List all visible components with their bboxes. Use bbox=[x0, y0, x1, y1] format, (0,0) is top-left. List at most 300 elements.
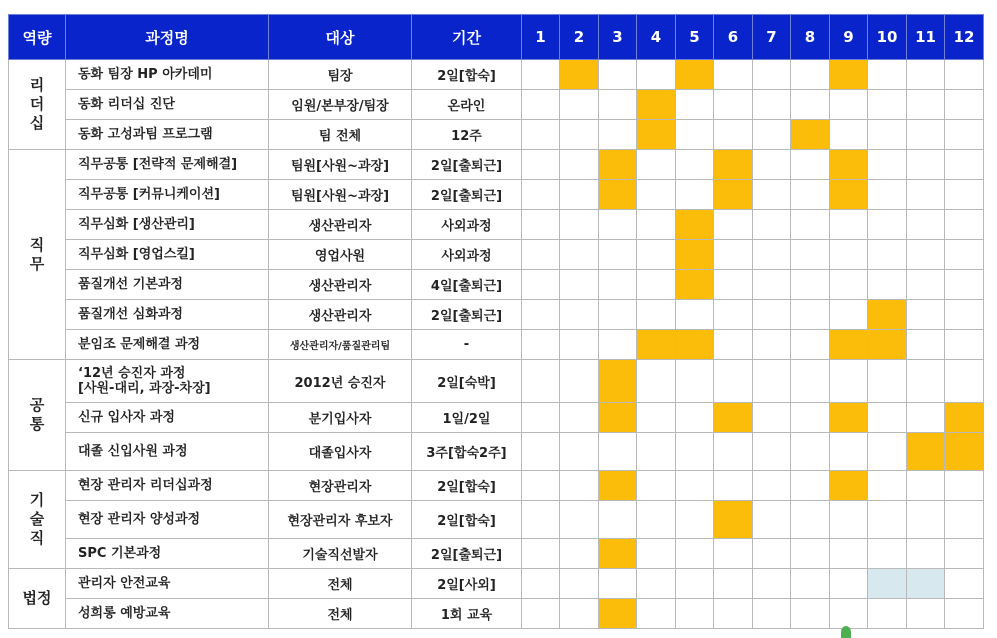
month-cell-12 bbox=[945, 569, 984, 599]
month-cell-11 bbox=[907, 270, 945, 300]
month-cell-9 bbox=[830, 360, 868, 403]
month-cell-12 bbox=[945, 270, 984, 300]
month-cell-2 bbox=[560, 210, 599, 240]
table-row bbox=[9, 120, 984, 150]
competency-char: 무 bbox=[29, 254, 45, 273]
header-month-11: 11 bbox=[907, 15, 945, 60]
month-cell-5 bbox=[676, 210, 714, 240]
month-cell-10 bbox=[868, 501, 907, 539]
month-cell-6 bbox=[714, 433, 753, 471]
competency-cell bbox=[9, 569, 66, 629]
course-name-cell bbox=[66, 403, 269, 433]
month-cell-2 bbox=[560, 501, 599, 539]
month-cell-4 bbox=[637, 210, 676, 240]
month-cell-8 bbox=[791, 210, 830, 240]
month-cell-2 bbox=[560, 330, 599, 360]
course-name-line: 성희롱 예방교육 bbox=[78, 606, 171, 621]
month-cell-3 bbox=[599, 60, 637, 90]
table-row bbox=[9, 270, 984, 300]
course-name-cell bbox=[66, 270, 269, 300]
period-cell: 2일[합숙] bbox=[412, 60, 522, 90]
month-cell-1 bbox=[522, 433, 560, 471]
month-cell-3 bbox=[599, 403, 637, 433]
course-name-line: 동화 팀장 HP 아카데미 bbox=[78, 67, 213, 82]
course-name-cell bbox=[66, 599, 269, 629]
month-cell-11 bbox=[907, 403, 945, 433]
period-cell: 12주 bbox=[412, 120, 522, 150]
month-cell-4 bbox=[637, 433, 676, 471]
month-cell-6 bbox=[714, 90, 753, 120]
month-cell-4 bbox=[637, 240, 676, 270]
month-cell-8 bbox=[791, 270, 830, 300]
month-cell-9 bbox=[830, 150, 868, 180]
course-name-cell bbox=[66, 330, 269, 360]
month-cell-9 bbox=[830, 90, 868, 120]
month-cell-5 bbox=[676, 180, 714, 210]
month-cell-12 bbox=[945, 300, 984, 330]
month-cell-11 bbox=[907, 90, 945, 120]
month-cell-12 bbox=[945, 330, 984, 360]
competency-char: 직 bbox=[29, 529, 45, 547]
month-cell-9 bbox=[830, 60, 868, 90]
course-name-cell bbox=[66, 471, 269, 501]
header-month-9: 9 bbox=[830, 15, 868, 60]
course-name-cell bbox=[66, 150, 269, 180]
header-month-3: 3 bbox=[599, 15, 637, 60]
month-cell-10 bbox=[868, 180, 907, 210]
competency-char: 술 bbox=[29, 510, 45, 528]
month-cell-2 bbox=[560, 471, 599, 501]
course-name-cell bbox=[66, 90, 269, 120]
competency-cell bbox=[9, 150, 66, 360]
course-name-line: 대졸 신입사원 과정 bbox=[78, 444, 188, 459]
month-cell-10 bbox=[868, 300, 907, 330]
month-cell-2 bbox=[560, 539, 599, 569]
month-cell-2 bbox=[560, 569, 599, 599]
target-cell: 생산관리자/품질관리팀 bbox=[269, 330, 412, 360]
month-cell-5 bbox=[676, 360, 714, 403]
month-cell-1 bbox=[522, 360, 560, 403]
target-cell: 생산관리자 bbox=[269, 210, 412, 240]
period-cell: 4일[출퇴근] bbox=[412, 270, 522, 300]
month-cell-1 bbox=[522, 539, 560, 569]
month-cell-4 bbox=[637, 300, 676, 330]
month-cell-6 bbox=[714, 330, 753, 360]
period-cell: - bbox=[412, 330, 522, 360]
header-month-2: 2 bbox=[560, 15, 599, 60]
month-cell-12 bbox=[945, 599, 984, 629]
target-cell: 팀원[사원~과장] bbox=[269, 180, 412, 210]
course-name-line: 분임조 문제해결 과정 bbox=[78, 337, 201, 352]
table-row bbox=[9, 501, 984, 539]
target-cell: 전체 bbox=[269, 599, 412, 629]
month-cell-9 bbox=[830, 539, 868, 569]
month-cell-8 bbox=[791, 150, 830, 180]
course-name-line: 품질개선 기본과정 bbox=[78, 277, 183, 292]
month-cell-1 bbox=[522, 210, 560, 240]
month-cell-8 bbox=[791, 90, 830, 120]
month-cell-1 bbox=[522, 403, 560, 433]
schedule-body bbox=[9, 60, 984, 629]
period-cell: 2일[사외] bbox=[412, 569, 522, 599]
course-name-cell bbox=[66, 180, 269, 210]
header-row bbox=[9, 15, 984, 60]
month-cell-1 bbox=[522, 599, 560, 629]
month-cell-8 bbox=[791, 471, 830, 501]
table-row bbox=[9, 569, 984, 599]
month-cell-8 bbox=[791, 330, 830, 360]
month-cell-12 bbox=[945, 90, 984, 120]
month-cell-1 bbox=[522, 150, 560, 180]
header-month-1: 1 bbox=[522, 15, 560, 60]
table-row bbox=[9, 150, 984, 180]
month-cell-6 bbox=[714, 120, 753, 150]
month-cell-2 bbox=[560, 270, 599, 300]
month-cell-5 bbox=[676, 120, 714, 150]
header-period: 기간 bbox=[412, 15, 522, 60]
period-cell: 2일[출퇴근] bbox=[412, 180, 522, 210]
course-name-cell bbox=[66, 433, 269, 471]
month-cell-4 bbox=[637, 403, 676, 433]
month-cell-8 bbox=[791, 300, 830, 330]
month-cell-9 bbox=[830, 599, 868, 629]
period-cell: 2일[출퇴근] bbox=[412, 539, 522, 569]
target-cell: 현장관리자 bbox=[269, 471, 412, 501]
course-name-line: 직무심화 [생산관리] bbox=[78, 217, 195, 232]
month-cell-10 bbox=[868, 330, 907, 360]
leaf-logo-fragment bbox=[841, 626, 851, 638]
period-cell: 사외과정 bbox=[412, 210, 522, 240]
month-cell-1 bbox=[522, 270, 560, 300]
period-cell: 2일[출퇴근] bbox=[412, 300, 522, 330]
month-cell-11 bbox=[907, 360, 945, 403]
month-cell-5 bbox=[676, 150, 714, 180]
month-cell-8 bbox=[791, 240, 830, 270]
month-cell-7 bbox=[753, 60, 791, 90]
target-cell: 현장관리자 후보자 bbox=[269, 501, 412, 539]
month-cell-2 bbox=[560, 360, 599, 403]
month-cell-11 bbox=[907, 433, 945, 471]
month-cell-5 bbox=[676, 539, 714, 569]
month-cell-2 bbox=[560, 240, 599, 270]
month-cell-12 bbox=[945, 501, 984, 539]
month-cell-12 bbox=[945, 240, 984, 270]
header-month-10: 10 bbox=[868, 15, 907, 60]
month-cell-5 bbox=[676, 90, 714, 120]
month-cell-8 bbox=[791, 599, 830, 629]
month-cell-11 bbox=[907, 501, 945, 539]
month-cell-8 bbox=[791, 501, 830, 539]
month-cell-4 bbox=[637, 360, 676, 403]
target-cell: 생산관리자 bbox=[269, 300, 412, 330]
month-cell-6 bbox=[714, 599, 753, 629]
competency-label bbox=[30, 76, 45, 133]
month-cell-3 bbox=[599, 539, 637, 569]
month-cell-12 bbox=[945, 539, 984, 569]
month-cell-7 bbox=[753, 403, 791, 433]
month-cell-6 bbox=[714, 150, 753, 180]
month-cell-3 bbox=[599, 120, 637, 150]
month-cell-10 bbox=[868, 90, 907, 120]
month-cell-3 bbox=[599, 501, 637, 539]
month-cell-8 bbox=[791, 120, 830, 150]
target-cell: 임원/본부장/팀장 bbox=[269, 90, 412, 120]
period-cell: 2일[합숙] bbox=[412, 501, 522, 539]
month-cell-6 bbox=[714, 270, 753, 300]
month-cell-5 bbox=[676, 501, 714, 539]
header-course: 과정명 bbox=[66, 15, 269, 60]
month-cell-9 bbox=[830, 180, 868, 210]
course-name-cell bbox=[66, 240, 269, 270]
month-cell-3 bbox=[599, 569, 637, 599]
course-name-line: SPC 기본과정 bbox=[78, 546, 162, 561]
course-name-line: 동화 리더십 진단 bbox=[78, 97, 175, 112]
table-row bbox=[9, 180, 984, 210]
month-cell-10 bbox=[868, 240, 907, 270]
header-month-7: 7 bbox=[753, 15, 791, 60]
month-cell-11 bbox=[907, 539, 945, 569]
course-name-cell bbox=[66, 539, 269, 569]
month-cell-4 bbox=[637, 90, 676, 120]
month-cell-2 bbox=[560, 403, 599, 433]
month-cell-5 bbox=[676, 599, 714, 629]
month-cell-12 bbox=[945, 433, 984, 471]
competency-char: 십 bbox=[29, 114, 45, 132]
competency-label bbox=[30, 491, 45, 548]
header-month-8: 8 bbox=[791, 15, 830, 60]
month-cell-12 bbox=[945, 180, 984, 210]
month-cell-3 bbox=[599, 599, 637, 629]
period-cell: 사외과정 bbox=[412, 240, 522, 270]
header-month-12: 12 bbox=[945, 15, 984, 60]
month-cell-8 bbox=[791, 539, 830, 569]
month-cell-1 bbox=[522, 471, 560, 501]
month-cell-3 bbox=[599, 471, 637, 501]
header-month-6: 6 bbox=[714, 15, 753, 60]
period-cell: 1일/2일 bbox=[412, 403, 522, 433]
course-name-line: 신규 입사자 과정 bbox=[78, 410, 175, 425]
month-cell-6 bbox=[714, 501, 753, 539]
month-cell-2 bbox=[560, 60, 599, 90]
month-cell-12 bbox=[945, 120, 984, 150]
month-cell-7 bbox=[753, 240, 791, 270]
month-cell-11 bbox=[907, 120, 945, 150]
month-cell-12 bbox=[945, 403, 984, 433]
competency-char: 리 bbox=[29, 76, 45, 94]
month-cell-8 bbox=[791, 569, 830, 599]
month-cell-7 bbox=[753, 90, 791, 120]
target-cell: 생산관리자 bbox=[269, 270, 412, 300]
month-cell-4 bbox=[637, 270, 676, 300]
month-cell-7 bbox=[753, 210, 791, 240]
header-competency: 역량 bbox=[9, 15, 66, 60]
target-cell: 전체 bbox=[269, 569, 412, 599]
table-row bbox=[9, 360, 984, 403]
month-cell-7 bbox=[753, 120, 791, 150]
target-cell: 대졸입사자 bbox=[269, 433, 412, 471]
month-cell-11 bbox=[907, 240, 945, 270]
training-schedule-sheet bbox=[8, 14, 982, 629]
month-cell-11 bbox=[907, 330, 945, 360]
target-cell: 2012년 승진자 bbox=[269, 360, 412, 403]
month-cell-5 bbox=[676, 569, 714, 599]
month-cell-4 bbox=[637, 120, 676, 150]
month-cell-4 bbox=[637, 180, 676, 210]
month-cell-5 bbox=[676, 300, 714, 330]
competency-char: 기 bbox=[29, 491, 45, 509]
course-name-cell bbox=[66, 501, 269, 539]
competency-cell bbox=[9, 471, 66, 569]
month-cell-4 bbox=[637, 471, 676, 501]
month-cell-7 bbox=[753, 569, 791, 599]
month-cell-4 bbox=[637, 569, 676, 599]
month-cell-10 bbox=[868, 569, 907, 599]
month-cell-12 bbox=[945, 360, 984, 403]
table-row bbox=[9, 599, 984, 629]
period-cell: 2일[출퇴근] bbox=[412, 150, 522, 180]
month-cell-3 bbox=[599, 360, 637, 403]
month-cell-3 bbox=[599, 330, 637, 360]
month-cell-11 bbox=[907, 471, 945, 501]
month-cell-6 bbox=[714, 300, 753, 330]
month-cell-6 bbox=[714, 471, 753, 501]
month-cell-12 bbox=[945, 471, 984, 501]
month-cell-3 bbox=[599, 433, 637, 471]
month-cell-10 bbox=[868, 403, 907, 433]
month-cell-3 bbox=[599, 240, 637, 270]
course-name-cell bbox=[66, 300, 269, 330]
month-cell-10 bbox=[868, 270, 907, 300]
month-cell-10 bbox=[868, 120, 907, 150]
month-cell-1 bbox=[522, 90, 560, 120]
month-cell-5 bbox=[676, 471, 714, 501]
target-cell: 팀 전체 bbox=[269, 120, 412, 150]
competency-char: 직 bbox=[29, 235, 45, 254]
month-cell-5 bbox=[676, 403, 714, 433]
month-cell-9 bbox=[830, 240, 868, 270]
period-cell: 3주[합숙2주] bbox=[412, 433, 522, 471]
period-cell: 2일[합숙] bbox=[412, 471, 522, 501]
month-cell-2 bbox=[560, 599, 599, 629]
month-cell-2 bbox=[560, 433, 599, 471]
month-cell-7 bbox=[753, 330, 791, 360]
month-cell-9 bbox=[830, 120, 868, 150]
month-cell-8 bbox=[791, 433, 830, 471]
month-cell-1 bbox=[522, 330, 560, 360]
month-cell-4 bbox=[637, 150, 676, 180]
month-cell-9 bbox=[830, 501, 868, 539]
month-cell-6 bbox=[714, 539, 753, 569]
month-cell-3 bbox=[599, 180, 637, 210]
month-cell-4 bbox=[637, 539, 676, 569]
month-cell-6 bbox=[714, 240, 753, 270]
table-row bbox=[9, 60, 984, 90]
month-cell-1 bbox=[522, 120, 560, 150]
month-cell-7 bbox=[753, 433, 791, 471]
month-cell-1 bbox=[522, 180, 560, 210]
month-cell-2 bbox=[560, 300, 599, 330]
month-cell-8 bbox=[791, 60, 830, 90]
month-cell-11 bbox=[907, 210, 945, 240]
month-cell-6 bbox=[714, 180, 753, 210]
month-cell-6 bbox=[714, 569, 753, 599]
month-cell-10 bbox=[868, 599, 907, 629]
month-cell-11 bbox=[907, 180, 945, 210]
course-name-cell bbox=[66, 60, 269, 90]
month-cell-4 bbox=[637, 60, 676, 90]
month-cell-2 bbox=[560, 180, 599, 210]
month-cell-9 bbox=[830, 270, 868, 300]
month-cell-9 bbox=[830, 403, 868, 433]
period-cell: 온라인 bbox=[412, 90, 522, 120]
month-cell-12 bbox=[945, 210, 984, 240]
competency-char: 법정 bbox=[22, 589, 52, 607]
competency-label bbox=[30, 236, 45, 274]
table-row bbox=[9, 90, 984, 120]
target-cell: 영업사원 bbox=[269, 240, 412, 270]
course-name-line: 품질개선 심화과정 bbox=[78, 307, 183, 322]
month-cell-2 bbox=[560, 120, 599, 150]
target-cell: 팀장 bbox=[269, 60, 412, 90]
month-cell-6 bbox=[714, 360, 753, 403]
course-name-line: 직무공통 [전략적 문제해결] bbox=[78, 157, 238, 172]
course-name-line: 관리자 안전교육 bbox=[78, 576, 171, 591]
course-name-line: [사원-대리, 과장-차장] bbox=[78, 381, 211, 396]
month-cell-9 bbox=[830, 471, 868, 501]
table-row bbox=[9, 240, 984, 270]
month-cell-1 bbox=[522, 240, 560, 270]
target-cell: 팀원[사원~과장] bbox=[269, 150, 412, 180]
table-row bbox=[9, 330, 984, 360]
competency-char: 공 bbox=[29, 396, 45, 414]
month-cell-9 bbox=[830, 569, 868, 599]
month-cell-4 bbox=[637, 501, 676, 539]
month-cell-8 bbox=[791, 403, 830, 433]
competency-label bbox=[30, 396, 45, 434]
month-cell-1 bbox=[522, 501, 560, 539]
table-row bbox=[9, 539, 984, 569]
month-cell-9 bbox=[830, 433, 868, 471]
header-month-5: 5 bbox=[676, 15, 714, 60]
month-cell-8 bbox=[791, 180, 830, 210]
month-cell-6 bbox=[714, 403, 753, 433]
month-cell-10 bbox=[868, 471, 907, 501]
target-cell: 기술직선발자 bbox=[269, 539, 412, 569]
month-cell-3 bbox=[599, 270, 637, 300]
course-name-cell bbox=[66, 569, 269, 599]
month-cell-7 bbox=[753, 360, 791, 403]
month-cell-11 bbox=[907, 60, 945, 90]
course-name-cell bbox=[66, 210, 269, 240]
month-cell-7 bbox=[753, 180, 791, 210]
month-cell-12 bbox=[945, 150, 984, 180]
month-cell-10 bbox=[868, 433, 907, 471]
month-cell-11 bbox=[907, 300, 945, 330]
competency-cell bbox=[9, 60, 66, 150]
month-cell-5 bbox=[676, 330, 714, 360]
competency-char: 더 bbox=[29, 95, 45, 113]
competency-cell bbox=[9, 360, 66, 471]
month-cell-4 bbox=[637, 330, 676, 360]
month-cell-7 bbox=[753, 270, 791, 300]
month-cell-5 bbox=[676, 433, 714, 471]
month-cell-12 bbox=[945, 60, 984, 90]
header-month-4: 4 bbox=[637, 15, 676, 60]
period-cell: 2일[숙박] bbox=[412, 360, 522, 403]
period-cell: 1회 교육 bbox=[412, 599, 522, 629]
header-target: 대상 bbox=[269, 15, 412, 60]
competency-char: 통 bbox=[29, 415, 45, 433]
